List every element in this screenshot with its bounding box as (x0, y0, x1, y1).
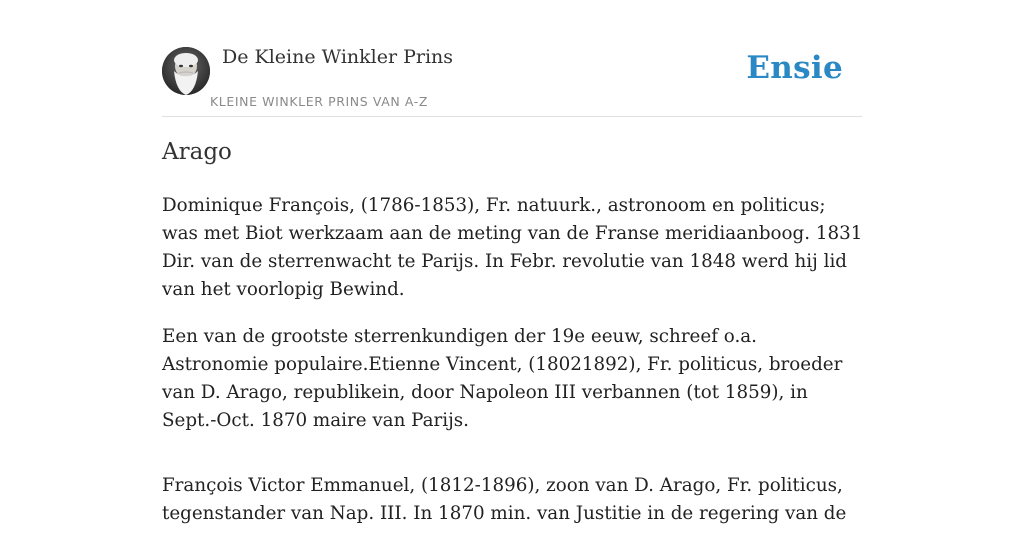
avatar[interactable] (162, 47, 210, 95)
source-name-link[interactable]: De Kleine Winkler Prins (222, 46, 454, 68)
article-paragraph: Een van de grootste sterrenkundigen der 19e eeuw, schreef o.a. Astronomie populaire.Etienne Vincent, (18021892), Fr. politicus, broeder van D. Arago, republikein, door Napoleon III verbannen (tot 1859), in Sept.-Oct. 1870 maire van Parijs. (162, 326, 843, 431)
source-subtitle-link[interactable]: KLEINE WINKLER PRINS VAN A-Z (210, 94, 429, 109)
bearded-man-portrait-icon (162, 47, 210, 95)
page (162, 0, 863, 524)
article-paragraph: François Victor Emmanuel, (1812-1896), zoon van D. Arago, Fr. politicus, tegenstander van Nap. III. In 1870 min. van Justitie in de regering van de (162, 475, 847, 524)
article-body (162, 192, 867, 547)
ensie-logo[interactable]: Ensie (746, 50, 843, 86)
article-title: Arago (162, 139, 232, 165)
article-paragraph: Dominique François, (1786-1853), Fr. natuurk., astronoom en politicus; was met Biot werkzaam aan de meting van de Franse meridiaanboog. 1831 Dir. van de sterrenwacht te Parijs. In Febr. revolutie van 1848 werd hij lid van het voorlopig Bewind. (162, 195, 863, 300)
source-header (162, 0, 862, 117)
